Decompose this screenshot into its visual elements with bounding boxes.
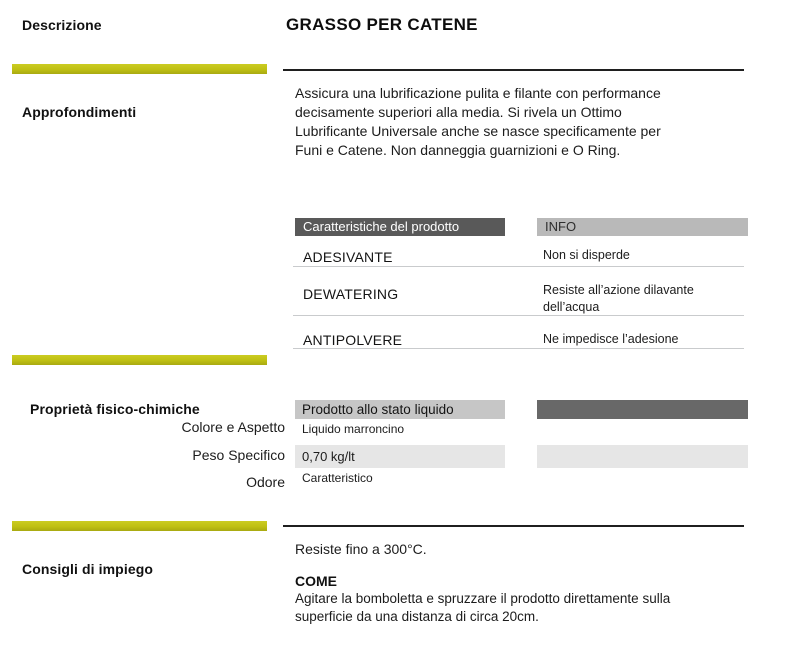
proprieta-label: Proprietà fisico-chimiche: [30, 401, 200, 417]
approfondimenti-label: Approfondimenti: [22, 104, 137, 120]
row-separator: [293, 315, 744, 316]
table-row-info: [543, 282, 694, 316]
accent-bar: [12, 521, 267, 531]
paragraph-line: Assicura una lubrificazione pulita e filante con performance: [295, 85, 661, 101]
table-row-info: Ne impedisce l’adesione: [543, 332, 679, 346]
paragraph-line: decisamente superiori alla media. Si rivela un Ottimo: [295, 104, 622, 120]
come-paragraph: [295, 590, 765, 625]
table-row-info-line: dell’acqua: [543, 300, 600, 314]
table-row-name: ADESIVANTE: [303, 249, 393, 265]
table-header-info: INFO: [537, 218, 748, 236]
proprieta-row-label: Peso Specifico: [192, 447, 285, 463]
proprieta-row-value: Liquido marroncino: [302, 422, 405, 436]
proprieta-row-label: Odore: [246, 474, 285, 490]
paragraph-line: Agitare la bomboletta e spruzzare il prodotto direttamente sulla: [295, 591, 671, 606]
table-row-info-line: Resiste all’azione dilavante: [543, 283, 694, 297]
descrizione-label: Descrizione: [22, 17, 102, 33]
row-separator: [293, 266, 744, 267]
proprieta-row-label: Colore e Aspetto: [181, 419, 285, 435]
resistance-text: Resiste fino a 300°C.: [295, 541, 427, 557]
row-separator: [293, 348, 744, 349]
proprieta-row-value: Caratteristico: [302, 471, 373, 485]
accent-bar: [12, 64, 267, 74]
prop-dark-bar: [537, 400, 748, 419]
table-row-name: DEWATERING: [303, 286, 399, 302]
come-heading: COME: [295, 573, 337, 589]
paragraph-line: Funi e Catene. Non danneggia guarnizioni e O Ring.: [295, 142, 621, 158]
table-header-caratteristiche: Caratteristiche del prodotto: [295, 218, 505, 236]
proprieta-shaded-empty: [537, 445, 748, 468]
product-title: GRASSO PER CATENE: [286, 15, 478, 34]
prop-state-header: Prodotto allo stato liquido: [295, 400, 505, 419]
divider-line: [283, 525, 744, 527]
paragraph-line: superficie da una distanza di circa 20cm.: [295, 608, 539, 624]
divider-line: [283, 69, 744, 71]
paragraph-line: Lubrificante Universale anche se nasce specificamente per: [295, 123, 661, 139]
table-row-info: Non si disperde: [543, 248, 630, 262]
approfondimenti-paragraph: [295, 84, 755, 160]
proprieta-shaded-value: 0,70 kg/lt: [295, 445, 505, 468]
accent-bar: [12, 355, 267, 365]
consigli-label: Consigli di impiego: [22, 561, 154, 577]
table-row-name: ANTIPOLVERE: [303, 332, 403, 348]
